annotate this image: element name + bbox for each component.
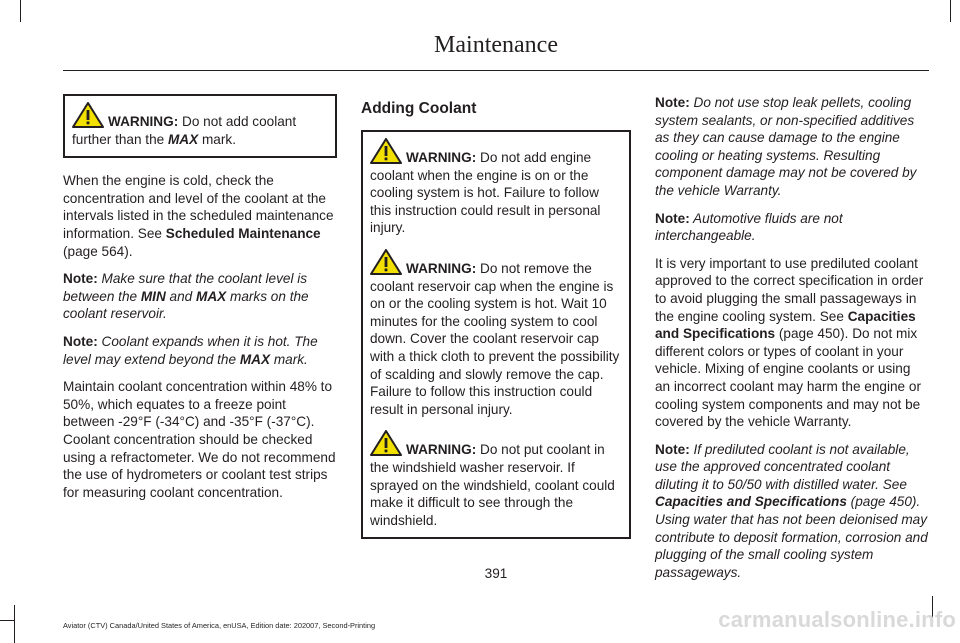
paragraph: When the engine is cold, check the concentration and level of the coolant at the intervals listed in the scheduled maintenance information. See Scheduled Maintenance (page 564). bbox=[63, 173, 334, 259]
crop-mark bbox=[14, 605, 15, 643]
crop-mark bbox=[950, 0, 951, 22]
footer-text: Aviator (CTV) Canada/United States of America, enUSA, Edition date: 202007, Second-Printing bbox=[63, 621, 376, 630]
section-heading: Adding Coolant bbox=[361, 100, 477, 117]
cross-reference-link[interactable]: Capacities and Specifications bbox=[655, 494, 847, 510]
note: Note: Automotive fluids are not interchangeable. bbox=[655, 210, 843, 244]
column-right bbox=[655, 94, 929, 591]
page-number: 391 bbox=[484, 566, 508, 581]
warning-triangle-icon bbox=[370, 138, 402, 164]
note: Note: Make sure that the coolant level is between the MIN and MAX marks on the coolant reservoir. bbox=[63, 271, 309, 322]
warning-box bbox=[63, 94, 337, 158]
column-left bbox=[63, 94, 337, 511]
warning-label: WARNING: bbox=[108, 114, 179, 129]
warning-text: WARNING: Do not put coolant in the windshield washer reservoir. If sprayed on the windshield, coolant could make it difficult to see through the windshield. bbox=[370, 430, 622, 529]
crop-mark bbox=[0, 620, 14, 621]
cross-reference-link[interactable]: Scheduled Maintenance bbox=[165, 225, 321, 241]
cross-reference-link[interactable]: Capacities and Specifications bbox=[655, 308, 916, 342]
warning-text: WARNING: Do not remove the coolant reservoir cap when the engine is on or the cooling system is hot. Wait 10 minutes for the cooling system to cool down. Cover the coolant reservoir cap with a thick cloth to prevent the possibility of scalding and slowly remove the cap. Failure to follow this instruction could result in personal injury. bbox=[370, 249, 622, 418]
note: Note: If prediluted coolant is not available, use the approved concentrated coolant diluting it to 50/50 with distilled water. See Capacities and Specifications (page 450). Using water that has not been deionised may contribute to deposit formation, corrosion and plugging of the small cooling system passageways. bbox=[655, 441, 928, 580]
note: Note: Do not use stop leak pellets, cooling system sealants, or non-specified additives as they can cause damage to the engine cooling or heating systems. Resulting component damage may not be covered by the vehicle Warranty. bbox=[655, 95, 917, 198]
paragraph: It is very important to use prediluted coolant approved to the correct specification in order to avoid plugging the small passageways in the engine cooling system. See Capacities and Specifications (page 450). Do not mix different colors or types of coolant in your vehicle. Mixing of engine coolants or using an incorrect coolant may harm the engine or cooling system components and may not be covered by the vehicle Warranty. bbox=[655, 255, 924, 430]
note: Note: Coolant expands when it is hot. The level may extend beyond the MAX mark. bbox=[63, 333, 318, 367]
watermark: carmanualsonline.info bbox=[718, 607, 956, 632]
warning-text: WARNING: Do not add engine coolant when the engine is on or the cooling system is hot. Failure to follow this instruction could result in personal injury. bbox=[370, 138, 622, 237]
warning-triangle-icon bbox=[72, 102, 104, 128]
warning-triangle-icon bbox=[370, 249, 402, 275]
page-title: Maintenance bbox=[434, 32, 558, 58]
warning-box bbox=[361, 130, 631, 539]
header-divider bbox=[63, 70, 929, 71]
crop-mark bbox=[20, 0, 21, 22]
column-middle bbox=[361, 94, 631, 553]
paragraph: Maintain coolant concentration within 48% to 50%, which equates to a freeze point between -29°F (-34°C) and -35°F (-37°C). Coolant concentration should be checked using a refractometer. We do not recommend the use of hydrometers or coolant test strips for measuring coolant concentration. bbox=[63, 379, 336, 500]
warning-triangle-icon bbox=[370, 430, 402, 456]
warning-text: WARNING: Do not add coolant further than the MAX mark. bbox=[72, 102, 328, 148]
